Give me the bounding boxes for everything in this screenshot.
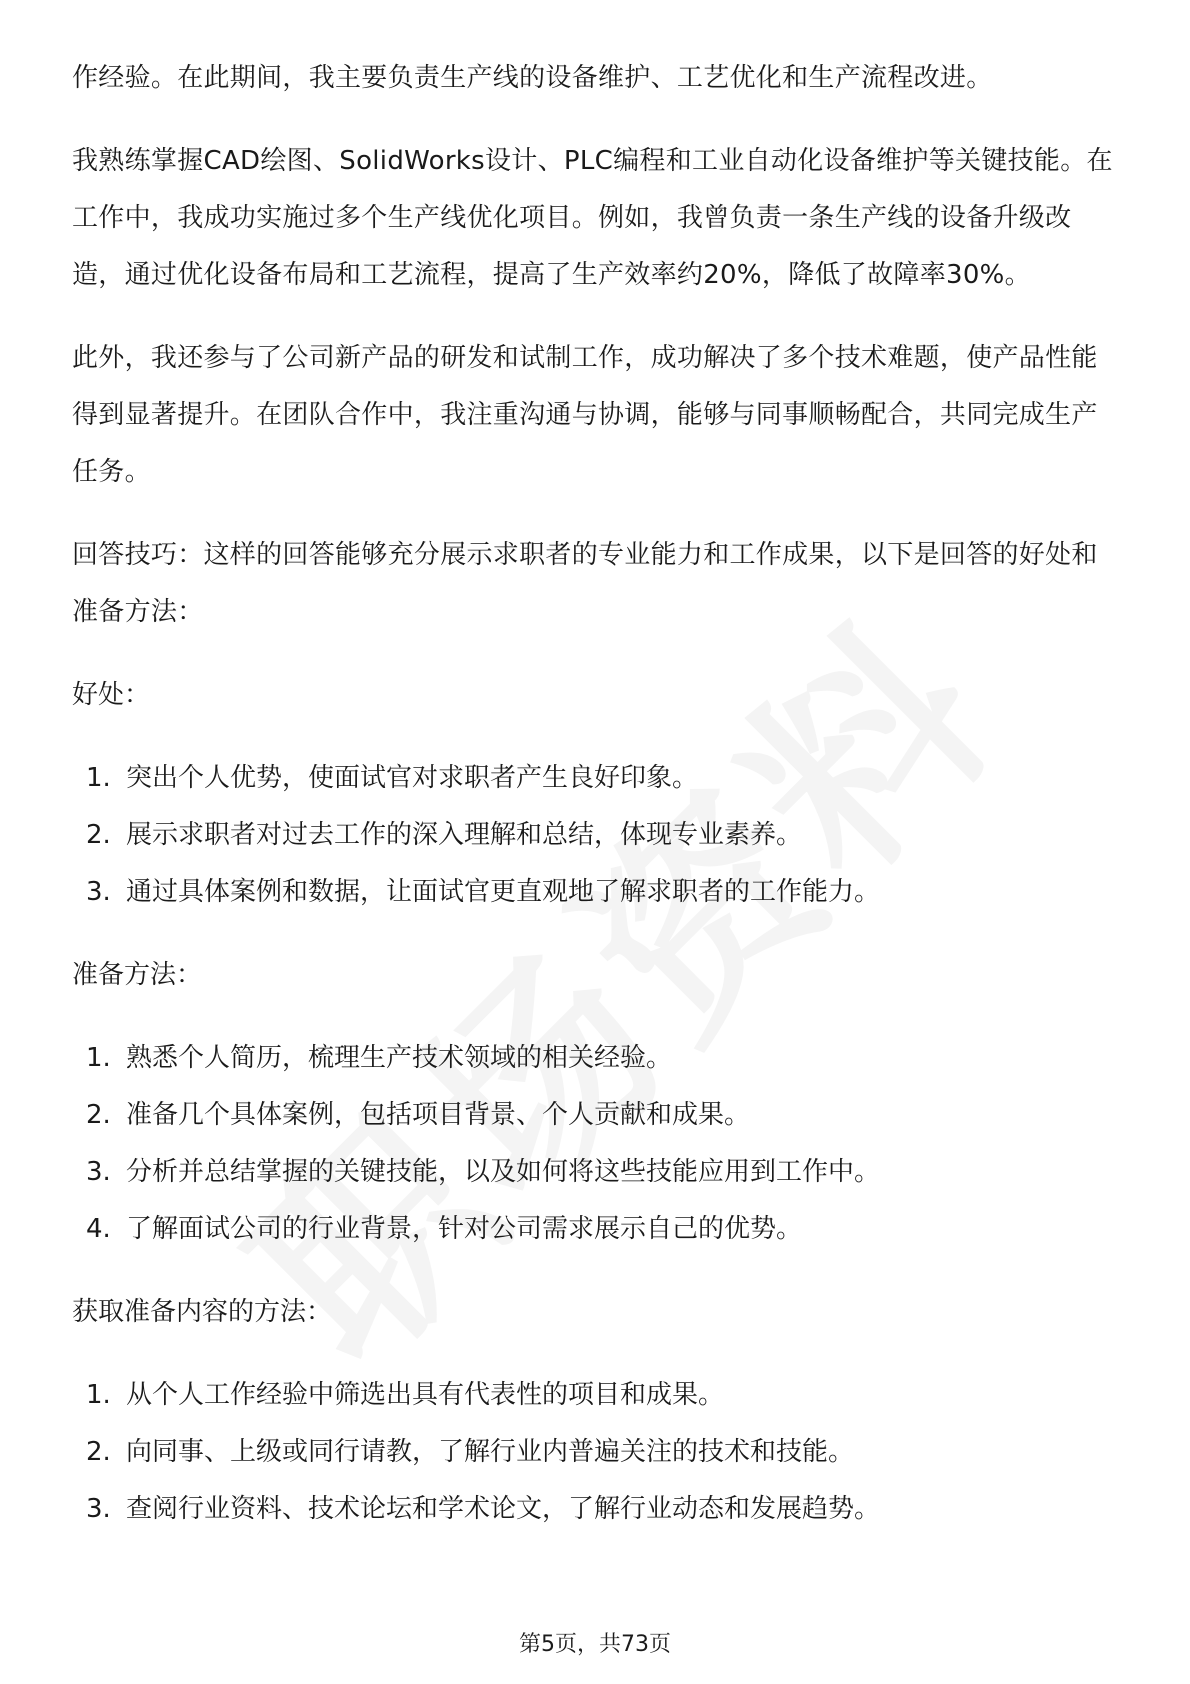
list-item <box>72 1424 1122 1481</box>
list-item-text: 查阅行业资料、技术论坛和学术论文，了解行业动态和发展趋势。 <box>126 1494 881 1524</box>
list-item-text: 熟悉个人简历，梳理生产技术领域的相关经验。 <box>126 1043 673 1073</box>
list-item <box>72 1087 1122 1144</box>
list-item-text: 向同事、上级或同行请教，了解行业内普遍关注的技术和技能。 <box>126 1437 855 1467</box>
list-item-text: 分析并总结掌握的关键技能，以及如何将这些技能应用到工作中。 <box>126 1157 881 1187</box>
list-number: 3. <box>86 1494 111 1524</box>
list-number: 2. <box>86 1100 111 1130</box>
list-item <box>72 1201 1122 1258</box>
list-item <box>72 1481 1122 1538</box>
preparation-list <box>72 1030 1122 1258</box>
benefits-heading: 好处： <box>72 680 151 710</box>
sources-list <box>72 1367 1122 1538</box>
list-number: 2. <box>86 1437 111 1467</box>
list-number: 2. <box>86 820 111 850</box>
list-item-text: 展示求职者对过去工作的深入理解和总结，体现专业素养。 <box>126 820 803 850</box>
benefits-list <box>72 750 1122 921</box>
list-item-text: 了解面试公司的行业背景，针对公司需求展示自己的优势。 <box>126 1214 803 1244</box>
list-number: 4. <box>86 1214 111 1244</box>
list-number: 1. <box>86 1380 111 1410</box>
page-number-footer: 第5页，共73页 <box>519 1632 671 1657</box>
paragraph-answer-tips: 回答技巧：这样的回答能够充分展示求职者的专业能力和工作成果，以下是回答的好处和准备方法： <box>72 540 1098 627</box>
list-item-text: 从个人工作经验中筛选出具有代表性的项目和成果。 <box>126 1380 725 1410</box>
paragraph-skills: 我熟练掌握CAD绘图、SolidWorks设计、PLC编程和工业自动化设备维护等关键技能。在工作中，我成功实施过多个生产线优化项目。例如，我曾负责一条生产线的设备升级改造，通过优化设备布局和工艺流程，提高了生产效率约20%，降低了故障率30%。 <box>72 146 1113 290</box>
document-page <box>72 50 1122 1564</box>
preparation-heading: 准备方法： <box>72 960 203 990</box>
paragraph-teamwork: 此外，我还参与了公司新产品的研发和试制工作，成功解决了多个技术难题，使产品性能得到显著提升。在团队合作中，我注重沟通与协调，能够与同事顺畅配合，共同完成生产任务。 <box>72 343 1098 487</box>
list-number: 3. <box>86 877 111 907</box>
list-item <box>72 1030 1122 1087</box>
list-number: 1. <box>86 1043 111 1073</box>
list-item <box>72 1367 1122 1424</box>
list-item <box>72 864 1122 921</box>
sources-heading: 获取准备内容的方法： <box>72 1297 333 1327</box>
list-item-text: 通过具体案例和数据，让面试官更直观地了解求职者的工作能力。 <box>126 877 881 907</box>
list-number: 1. <box>86 763 111 793</box>
list-item <box>72 807 1122 864</box>
list-item-text: 准备几个具体案例，包括项目背景、个人贡献和成果。 <box>126 1100 751 1130</box>
list-item <box>72 1144 1122 1201</box>
list-item <box>72 750 1122 807</box>
list-item-text: 突出个人优势，使面试官对求职者产生良好印象。 <box>126 763 699 793</box>
list-number: 3. <box>86 1157 111 1187</box>
paragraph-intro: 作经验。在此期间，我主要负责生产线的设备维护、工艺优化和生产流程改进。 <box>72 63 993 93</box>
